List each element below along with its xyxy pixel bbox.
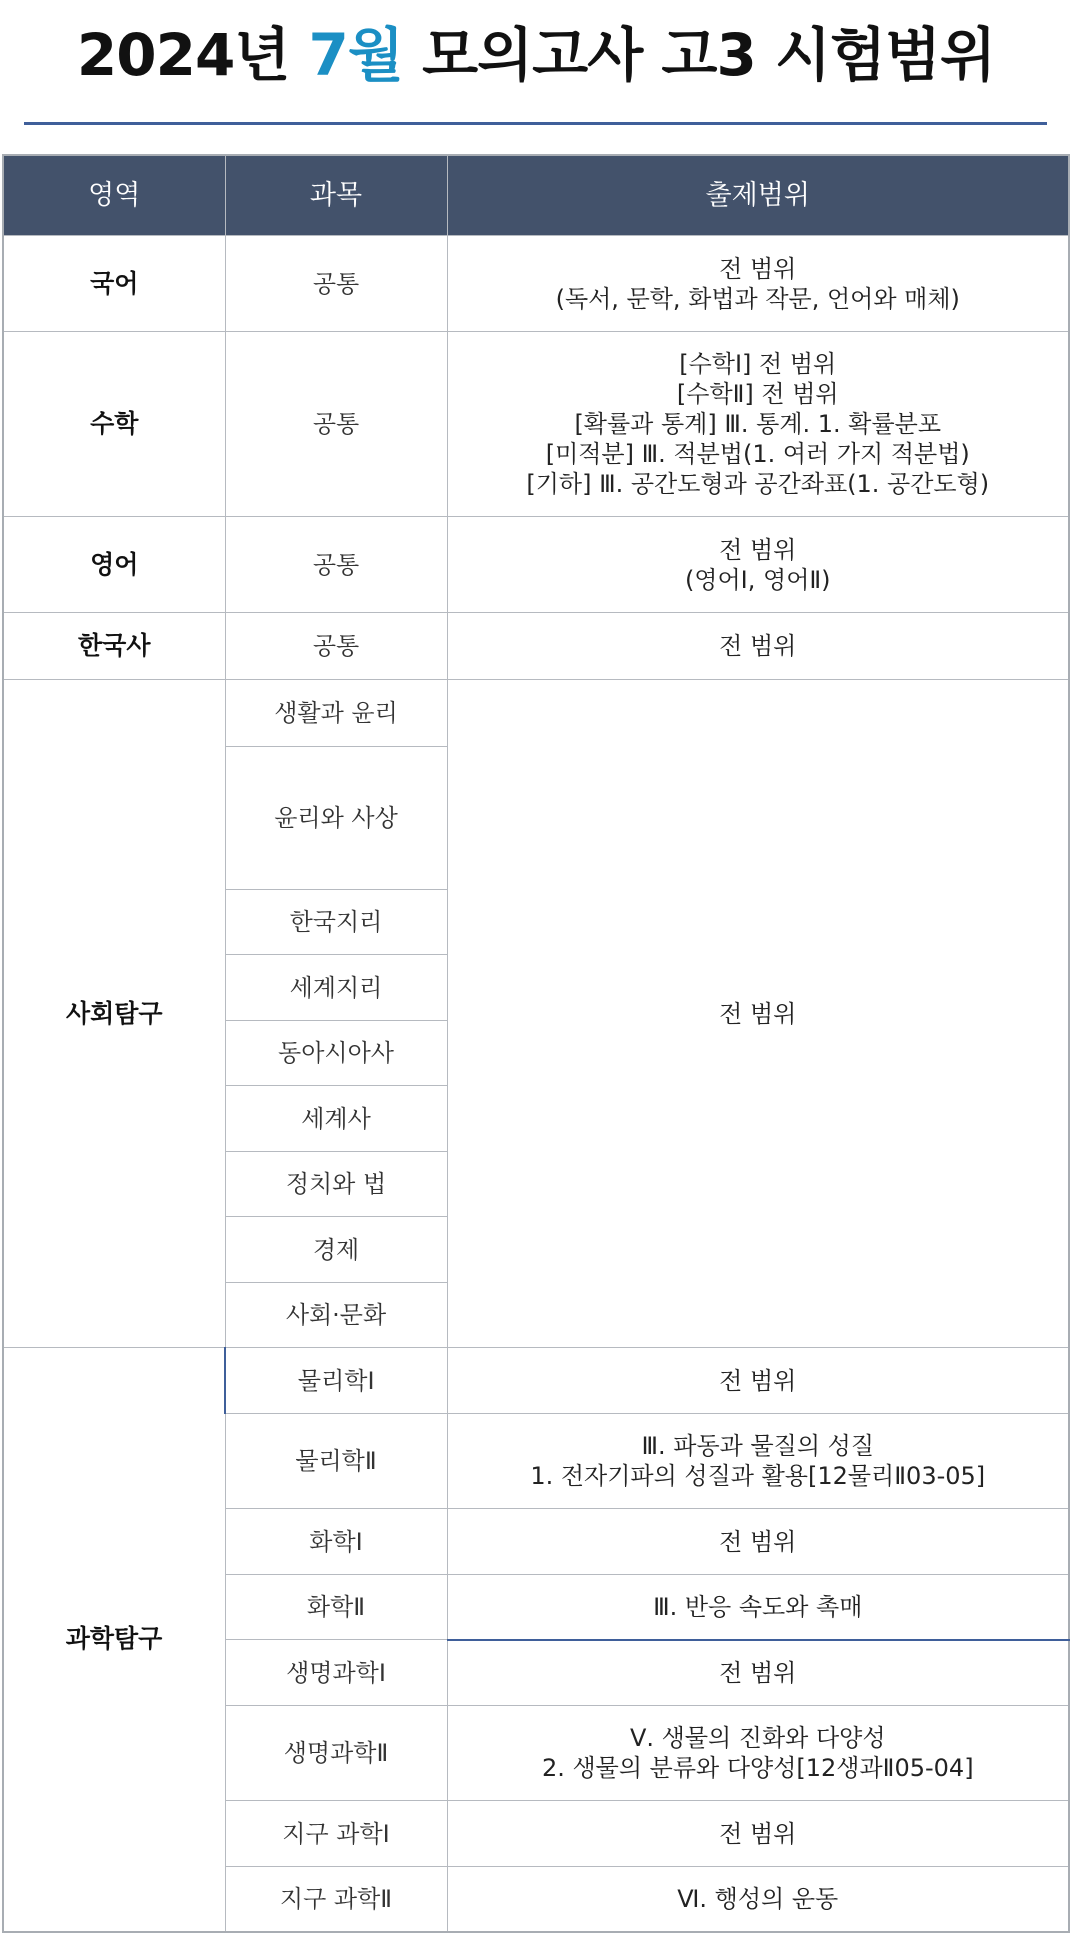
area-english: 영어: [3, 517, 225, 613]
table-row: [3, 517, 1069, 613]
subject-social: 경제: [225, 1217, 447, 1283]
subject-history: 공통: [225, 613, 447, 680]
area-social: 사회탐구: [3, 680, 225, 1348]
header-subject: 과목: [225, 155, 447, 236]
exam-range-table: [2, 154, 1070, 1933]
subject-korean: 공통: [225, 236, 447, 332]
range-social: 전 범위: [447, 680, 1069, 1348]
table-row: [3, 332, 1069, 517]
range-history: 전 범위: [447, 613, 1069, 680]
range-line: 전 범위: [719, 535, 797, 564]
page-title: [0, 0, 1072, 110]
range-line: [확률과 통계] Ⅲ. 통계. 1. 확률분포: [574, 410, 942, 438]
subject-social: 정치와 법: [225, 1152, 447, 1217]
table-row: [3, 680, 1069, 747]
range-science: [447, 1509, 1069, 1575]
subject-science: 물리학Ⅰ: [225, 1348, 447, 1414]
range-line: [수학Ⅱ] 전 범위: [676, 380, 839, 408]
range-science: [447, 1575, 1069, 1640]
range-line: [수학Ⅰ] 전 범위: [679, 350, 837, 378]
range-english: [447, 517, 1069, 613]
subject-social: 세계지리: [225, 955, 447, 1021]
header-area: 영역: [3, 155, 225, 236]
subject-social: 한국지리: [225, 890, 447, 955]
table-row: [3, 1348, 1069, 1414]
range-science: [447, 1706, 1069, 1801]
table-header-row: [3, 155, 1069, 236]
table-row: [3, 613, 1069, 680]
range-korean: [447, 236, 1069, 332]
range-line: 전 범위: [719, 254, 797, 283]
range-line: 2. 생물의 분류와 다양성[12생과Ⅱ05-04]: [541, 1754, 974, 1782]
subject-social: 세계사: [225, 1086, 447, 1152]
subject-social: 동아시아사: [225, 1021, 447, 1086]
area-math: 수학: [3, 332, 225, 517]
range-line: Ⅴ. 생물의 진화와 다양성: [629, 1724, 886, 1752]
range-line: (독서, 문학, 화법과 작문, 언어와 매체): [555, 284, 960, 313]
range-line: [기하] Ⅲ. 공간도형과 공간좌표(1. 공간도형): [526, 470, 990, 498]
title-suffix: 모의고사 고3 시험범위: [402, 21, 996, 89]
title-month: 7월: [308, 21, 403, 89]
table-row: [3, 236, 1069, 332]
range-science: [447, 1867, 1069, 1932]
subject-science: 물리학Ⅱ: [225, 1414, 447, 1509]
range-science: [447, 1640, 1069, 1706]
subject-science: 화학Ⅱ: [225, 1575, 447, 1640]
range-line: [미적분] Ⅲ. 적분법(1. 여러 가지 적분법): [545, 440, 970, 468]
title-divider: [24, 122, 1047, 125]
area-science: 과학탐구: [3, 1348, 225, 1932]
range-science: [447, 1348, 1069, 1414]
header-range: 출제범위: [447, 155, 1069, 236]
range-line: Ⅲ. 반응 속도와 촉매: [653, 1592, 863, 1621]
subject-science: 생명과학Ⅰ: [225, 1640, 447, 1706]
area-korean: 국어: [3, 236, 225, 332]
range-line: Ⅲ. 파동과 물질의 성질: [641, 1432, 875, 1460]
area-history: 한국사: [3, 613, 225, 680]
subject-science: 화학Ⅰ: [225, 1509, 447, 1575]
range-line: 전 범위: [719, 1658, 797, 1687]
subject-math: 공통: [225, 332, 447, 517]
subject-social: 사회·문화: [225, 1283, 447, 1348]
range-line: 전 범위: [719, 1527, 797, 1556]
range-science: [447, 1801, 1069, 1867]
range-line: Ⅵ. 행성의 운동: [677, 1884, 839, 1913]
subject-social: 생활과 윤리: [225, 680, 447, 747]
subject-social: 윤리와 사상: [225, 747, 447, 890]
range-line: 전 범위: [719, 1366, 797, 1395]
subject-science: 생명과학Ⅱ: [225, 1706, 447, 1801]
subject-english: 공통: [225, 517, 447, 613]
range-line: (영어Ⅰ, 영어Ⅱ): [684, 565, 831, 594]
title-prefix: 2024년: [76, 21, 309, 89]
range-math: [447, 332, 1069, 517]
range-science: [447, 1414, 1069, 1509]
subject-science: 지구 과학Ⅱ: [225, 1867, 447, 1932]
range-line: 전 범위: [719, 1819, 797, 1848]
range-line: 1. 전자기파의 성질과 활용[12물리Ⅱ03-05]: [530, 1462, 986, 1490]
subject-science: 지구 과학Ⅰ: [225, 1801, 447, 1867]
